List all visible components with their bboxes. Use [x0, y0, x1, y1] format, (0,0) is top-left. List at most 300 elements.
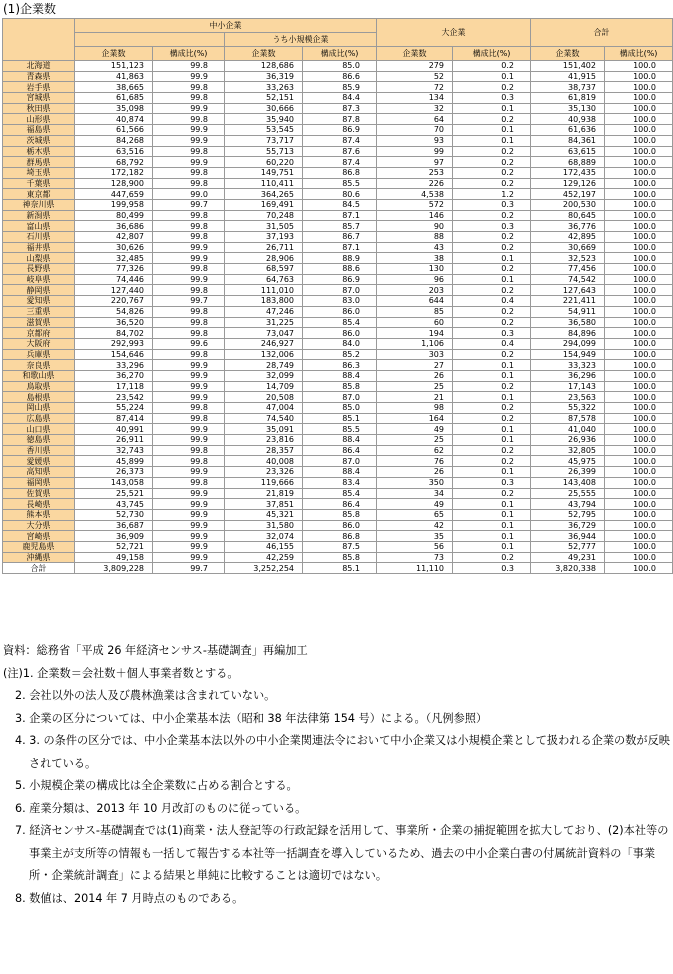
table-row	[3, 317, 673, 328]
value-cell: 0.3	[453, 477, 531, 488]
table-row	[3, 135, 673, 146]
value-cell: 87.4	[303, 135, 377, 146]
value-cell: 99.8	[153, 306, 225, 317]
table-row	[3, 477, 673, 488]
prefecture-cell: 福岡県	[3, 477, 75, 488]
value-cell: 146	[377, 210, 453, 221]
value-cell: 447,659	[75, 189, 153, 200]
value-cell: 25	[377, 381, 453, 392]
prefecture-cell: 茨城県	[3, 135, 75, 146]
value-cell: 68,889	[531, 157, 605, 168]
value-cell: 127,440	[75, 285, 153, 296]
note-item: (注)1. 企業数＝会社数＋個人事業者数とする。	[3, 666, 239, 680]
value-cell: 246,927	[225, 338, 303, 349]
value-cell: 21	[377, 392, 453, 403]
value-cell: 55,224	[75, 403, 153, 414]
value-cell: 76	[377, 456, 453, 467]
value-cell: 85.1	[303, 413, 377, 424]
value-cell: 87.6	[303, 146, 377, 157]
value-cell: 26,936	[531, 435, 605, 446]
prefecture-cell: 大分県	[3, 520, 75, 531]
value-cell: 99.9	[153, 488, 225, 499]
table-row	[3, 306, 673, 317]
value-cell: 0.2	[453, 349, 531, 360]
value-cell: 14,709	[225, 381, 303, 392]
table-row	[3, 328, 673, 339]
col-count: 企業数	[75, 47, 153, 61]
value-cell: 99.8	[153, 114, 225, 125]
value-cell: 86.4	[303, 499, 377, 510]
value-cell: 49,158	[75, 552, 153, 563]
value-cell: 111,010	[225, 285, 303, 296]
table-row	[3, 264, 673, 275]
value-cell: 30,626	[75, 242, 153, 253]
value-cell: 100.0	[605, 146, 673, 157]
value-cell: 99.9	[153, 125, 225, 136]
value-cell: 0.2	[453, 242, 531, 253]
value-cell: 99.8	[153, 477, 225, 488]
table-row	[3, 253, 673, 264]
prefecture-cell: 鹿児島県	[3, 541, 75, 552]
value-cell: 0.2	[453, 445, 531, 456]
value-cell: 100.0	[605, 232, 673, 243]
value-cell: 199,958	[75, 199, 153, 210]
prefecture-cell: 兵庫県	[3, 349, 75, 360]
value-cell: 0.1	[453, 360, 531, 371]
value-cell: 0.1	[453, 370, 531, 381]
value-cell: 100.0	[605, 82, 673, 93]
prefecture-cell: 北海道	[3, 61, 75, 72]
value-cell: 93	[377, 135, 453, 146]
value-cell: 86.4	[303, 445, 377, 456]
value-cell: 0.1	[453, 135, 531, 146]
notes-section	[3, 640, 671, 910]
value-cell: 100.0	[605, 477, 673, 488]
value-cell: 42,895	[531, 232, 605, 243]
value-cell: 99.9	[153, 157, 225, 168]
value-cell: 143,058	[75, 477, 153, 488]
value-cell: 55,322	[531, 403, 605, 414]
value-cell: 23,816	[225, 435, 303, 446]
value-cell: 80,645	[531, 210, 605, 221]
value-cell: 41,915	[531, 71, 605, 82]
value-cell: 99.9	[153, 135, 225, 146]
value-cell: 4,538	[377, 189, 453, 200]
table-row	[3, 445, 673, 456]
prefecture-cell: 青森県	[3, 71, 75, 82]
value-cell: 0.2	[453, 232, 531, 243]
prefecture-cell: 香川県	[3, 445, 75, 456]
value-cell: 85.4	[303, 317, 377, 328]
value-cell: 54,826	[75, 306, 153, 317]
value-cell: 52,721	[75, 541, 153, 552]
value-cell: 36,776	[531, 221, 605, 232]
value-cell: 49	[377, 424, 453, 435]
value-cell: 26,711	[225, 242, 303, 253]
value-cell: 49,231	[531, 552, 605, 563]
value-cell: 52	[377, 71, 453, 82]
value-cell: 88.4	[303, 370, 377, 381]
value-cell: 36,296	[531, 370, 605, 381]
value-cell: 100.0	[605, 541, 673, 552]
value-cell: 64	[377, 114, 453, 125]
value-cell: 154,949	[531, 349, 605, 360]
value-cell: 74,542	[531, 274, 605, 285]
prefecture-cell: 山口県	[3, 424, 75, 435]
value-cell: 100.0	[605, 338, 673, 349]
value-cell: 87.5	[303, 541, 377, 552]
col-count: 企業数	[377, 47, 453, 61]
value-cell: 0.2	[453, 403, 531, 414]
value-cell: 87.0	[303, 392, 377, 403]
value-cell: 30,669	[531, 242, 605, 253]
value-cell: 32,805	[531, 445, 605, 456]
value-cell: 0.2	[453, 285, 531, 296]
value-cell: 0.1	[453, 103, 531, 114]
table-row	[3, 157, 673, 168]
value-cell: 88.6	[303, 264, 377, 275]
value-cell: 129,126	[531, 178, 605, 189]
table-row	[3, 435, 673, 446]
value-cell: 99.9	[153, 552, 225, 563]
prefecture-cell: 神奈川県	[3, 199, 75, 210]
value-cell: 99.9	[153, 103, 225, 114]
notes-list	[3, 663, 671, 911]
table-row	[3, 499, 673, 510]
value-cell: 74,540	[225, 413, 303, 424]
value-cell: 0.2	[453, 552, 531, 563]
prefecture-cell: 福島県	[3, 125, 75, 136]
value-cell: 134	[377, 93, 453, 104]
value-cell: 85.9	[303, 82, 377, 93]
value-cell: 26,373	[75, 467, 153, 478]
value-cell: 151,123	[75, 61, 153, 72]
value-cell: 132,006	[225, 349, 303, 360]
table-row	[3, 381, 673, 392]
value-cell: 23,326	[225, 467, 303, 478]
value-cell: 98	[377, 403, 453, 414]
table-row	[3, 413, 673, 424]
value-cell: 128,686	[225, 61, 303, 72]
value-cell: 85.0	[303, 403, 377, 414]
value-cell: 85.1	[303, 563, 377, 574]
value-cell: 3,252,254	[225, 563, 303, 574]
prefecture-cell: 沖縄県	[3, 552, 75, 563]
value-cell: 32,485	[75, 253, 153, 264]
value-cell: 35	[377, 531, 453, 542]
value-cell: 100.0	[605, 317, 673, 328]
value-cell: 203	[377, 285, 453, 296]
value-cell: 303	[377, 349, 453, 360]
value-cell: 194	[377, 328, 453, 339]
value-cell: 84,268	[75, 135, 153, 146]
col-count: 企業数	[531, 47, 605, 61]
page-title: (1)企業数	[3, 2, 56, 16]
value-cell: 35,091	[225, 424, 303, 435]
value-cell: 53,545	[225, 125, 303, 136]
value-cell: 0.1	[453, 71, 531, 82]
value-cell: 38	[377, 253, 453, 264]
prefecture-cell: 福井県	[3, 242, 75, 253]
value-cell: 87.1	[303, 242, 377, 253]
value-cell: 99.9	[153, 360, 225, 371]
value-cell: 0.2	[453, 167, 531, 178]
prefecture-cell: 合計	[3, 563, 75, 574]
value-cell: 99.8	[153, 210, 225, 221]
value-cell: 99.7	[153, 199, 225, 210]
value-cell: 0.2	[453, 61, 531, 72]
value-cell: 292,993	[75, 338, 153, 349]
value-cell: 88.9	[303, 253, 377, 264]
value-cell: 77,326	[75, 264, 153, 275]
table-row	[3, 82, 673, 93]
value-cell: 99.7	[153, 563, 225, 574]
table-row	[3, 232, 673, 243]
value-cell: 0.3	[453, 221, 531, 232]
value-cell: 87.0	[303, 456, 377, 467]
value-cell: 99.9	[153, 509, 225, 520]
value-cell: 86.7	[303, 232, 377, 243]
value-cell: 25,555	[531, 488, 605, 499]
value-cell: 99.8	[153, 61, 225, 72]
prefecture-cell: 秋田県	[3, 103, 75, 114]
value-cell: 99.8	[153, 232, 225, 243]
value-cell: 54,911	[531, 306, 605, 317]
value-cell: 110,411	[225, 178, 303, 189]
value-cell: 45,899	[75, 456, 153, 467]
value-cell: 154,646	[75, 349, 153, 360]
value-cell: 100.0	[605, 189, 673, 200]
value-cell: 87.3	[303, 103, 377, 114]
value-cell: 40,874	[75, 114, 153, 125]
table-row	[3, 61, 673, 72]
value-cell: 60	[377, 317, 453, 328]
value-cell: 100.0	[605, 61, 673, 72]
value-cell: 84.0	[303, 338, 377, 349]
table-row	[3, 349, 673, 360]
value-cell: 0.2	[453, 178, 531, 189]
value-cell: 31,580	[225, 520, 303, 531]
value-cell: 86.9	[303, 274, 377, 285]
value-cell: 60,220	[225, 157, 303, 168]
prefecture-cell: 愛媛県	[3, 456, 75, 467]
value-cell: 99.9	[153, 370, 225, 381]
value-cell: 99.9	[153, 520, 225, 531]
prefecture-cell: 静岡県	[3, 285, 75, 296]
value-cell: 86.8	[303, 167, 377, 178]
table-row	[3, 563, 673, 574]
value-cell: 88	[377, 232, 453, 243]
value-cell: 36,729	[531, 520, 605, 531]
value-cell: 100.0	[605, 114, 673, 125]
value-cell: 0.2	[453, 146, 531, 157]
value-cell: 169,491	[225, 199, 303, 210]
value-cell: 3,809,228	[75, 563, 153, 574]
value-cell: 151,402	[531, 61, 605, 72]
table-row	[3, 424, 673, 435]
value-cell: 27	[377, 360, 453, 371]
value-cell: 220,767	[75, 296, 153, 307]
value-cell: 99.9	[153, 499, 225, 510]
value-cell: 100.0	[605, 520, 673, 531]
value-cell: 350	[377, 477, 453, 488]
header-sme: 中小企業	[75, 19, 377, 33]
value-cell: 36,270	[75, 370, 153, 381]
value-cell: 100.0	[605, 456, 673, 467]
value-cell: 100.0	[605, 306, 673, 317]
prefecture-cell: 山形県	[3, 114, 75, 125]
value-cell: 61,819	[531, 93, 605, 104]
value-cell: 99.6	[153, 338, 225, 349]
source-note: 資料：総務省「平成 26 年経済センサス-基礎調査」再編加工	[3, 644, 308, 657]
table-row	[3, 146, 673, 157]
value-cell: 100.0	[605, 392, 673, 403]
value-cell: 99.8	[153, 178, 225, 189]
value-cell: 45,975	[531, 456, 605, 467]
value-cell: 41,863	[75, 71, 153, 82]
value-cell: 100.0	[605, 167, 673, 178]
table-row	[3, 296, 673, 307]
value-cell: 61,566	[75, 125, 153, 136]
prefecture-cell: 高知県	[3, 467, 75, 478]
value-cell: 0.1	[453, 541, 531, 552]
value-cell: 23,542	[75, 392, 153, 403]
value-cell: 73,717	[225, 135, 303, 146]
value-cell: 99.9	[153, 531, 225, 542]
value-cell: 99.9	[153, 392, 225, 403]
value-cell: 28,357	[225, 445, 303, 456]
value-cell: 73	[377, 552, 453, 563]
value-cell: 100.0	[605, 71, 673, 82]
prefecture-cell: 島根県	[3, 392, 75, 403]
value-cell: 46,155	[225, 541, 303, 552]
value-cell: 52,777	[531, 541, 605, 552]
value-cell: 3,820,338	[531, 563, 605, 574]
value-cell: 32,074	[225, 531, 303, 542]
value-cell: 87.1	[303, 210, 377, 221]
value-cell: 100.0	[605, 210, 673, 221]
value-cell: 0.2	[453, 114, 531, 125]
value-cell: 43,794	[531, 499, 605, 510]
prefecture-cell: 滋賀県	[3, 317, 75, 328]
value-cell: 49	[377, 499, 453, 510]
value-cell: 86.3	[303, 360, 377, 371]
prefecture-cell: 岩手県	[3, 82, 75, 93]
value-cell: 99.9	[153, 541, 225, 552]
value-cell: 100.0	[605, 93, 673, 104]
value-cell: 28,906	[225, 253, 303, 264]
value-cell: 100.0	[605, 381, 673, 392]
value-cell: 86.9	[303, 125, 377, 136]
value-cell: 86.6	[303, 71, 377, 82]
value-cell: 64,763	[225, 274, 303, 285]
value-cell: 0.2	[453, 317, 531, 328]
value-cell: 100.0	[605, 296, 673, 307]
value-cell: 99.9	[153, 71, 225, 82]
value-cell: 100.0	[605, 242, 673, 253]
value-cell: 40,938	[531, 114, 605, 125]
value-cell: 99.9	[153, 467, 225, 478]
value-cell: 100.0	[605, 178, 673, 189]
prefecture-cell: 山梨県	[3, 253, 75, 264]
value-cell: 0.1	[453, 520, 531, 531]
value-cell: 28,749	[225, 360, 303, 371]
value-cell: 0.1	[453, 392, 531, 403]
prefecture-cell: 岡山県	[3, 403, 75, 414]
value-cell: 42,807	[75, 232, 153, 243]
table-row	[3, 552, 673, 563]
value-cell: 149,751	[225, 167, 303, 178]
table-row	[3, 338, 673, 349]
value-cell: 0.2	[453, 488, 531, 499]
value-cell: 100.0	[605, 403, 673, 414]
value-cell: 0.1	[453, 531, 531, 542]
value-cell: 128,900	[75, 178, 153, 189]
value-cell: 23,563	[531, 392, 605, 403]
value-cell: 99.8	[153, 456, 225, 467]
prefecture-cell: 熊本県	[3, 509, 75, 520]
value-cell: 100.0	[605, 499, 673, 510]
value-cell: 0.2	[453, 456, 531, 467]
value-cell: 56	[377, 541, 453, 552]
value-cell: 68,792	[75, 157, 153, 168]
value-cell: 0.1	[453, 467, 531, 478]
header-total: 合計	[531, 19, 673, 47]
table-row	[3, 467, 673, 478]
value-cell: 21,819	[225, 488, 303, 499]
value-cell: 99.8	[153, 317, 225, 328]
prefecture-cell: 和歌山県	[3, 370, 75, 381]
value-cell: 100.0	[605, 264, 673, 275]
enterprise-count-table	[2, 18, 673, 574]
value-cell: 42	[377, 520, 453, 531]
value-cell: 0.2	[453, 82, 531, 93]
value-cell: 32,743	[75, 445, 153, 456]
table-row	[3, 221, 673, 232]
value-cell: 0.1	[453, 125, 531, 136]
value-cell: 0.4	[453, 338, 531, 349]
value-cell: 84,896	[531, 328, 605, 339]
table-row	[3, 189, 673, 200]
value-cell: 85.8	[303, 381, 377, 392]
value-cell: 143,408	[531, 477, 605, 488]
value-cell: 100.0	[605, 221, 673, 232]
value-cell: 0.4	[453, 296, 531, 307]
value-cell: 31,225	[225, 317, 303, 328]
table-row	[3, 199, 673, 210]
value-cell: 85.0	[303, 61, 377, 72]
value-cell: 364,265	[225, 189, 303, 200]
value-cell: 87.8	[303, 114, 377, 125]
table-row	[3, 360, 673, 371]
value-cell: 100.0	[605, 552, 673, 563]
value-cell: 33,296	[75, 360, 153, 371]
value-cell: 0.3	[453, 93, 531, 104]
value-cell: 90	[377, 221, 453, 232]
value-cell: 0.1	[453, 499, 531, 510]
prefecture-cell: 奈良県	[3, 360, 75, 371]
value-cell: 0.2	[453, 157, 531, 168]
value-cell: 253	[377, 167, 453, 178]
table-row	[3, 520, 673, 531]
value-cell: 37,851	[225, 499, 303, 510]
value-cell: 100.0	[605, 157, 673, 168]
value-cell: 85.4	[303, 488, 377, 499]
note-item: 7. 経済センサス-基礎調査では(1)商業・法人登記等の行政記録を活用して、事業所・企業の捕捉範囲を拡大しており、(2)本社等の事業主が支所等の情報も一括して報告する本社等一括調査を導入しているため、過去の中小企業白書の付属統計資料の「事業所・企業統計調査」による結果と単純に比較することは適切ではない。	[15, 824, 669, 882]
value-cell: 100.0	[605, 413, 673, 424]
table-row	[3, 285, 673, 296]
header-sme-blank	[75, 33, 225, 47]
